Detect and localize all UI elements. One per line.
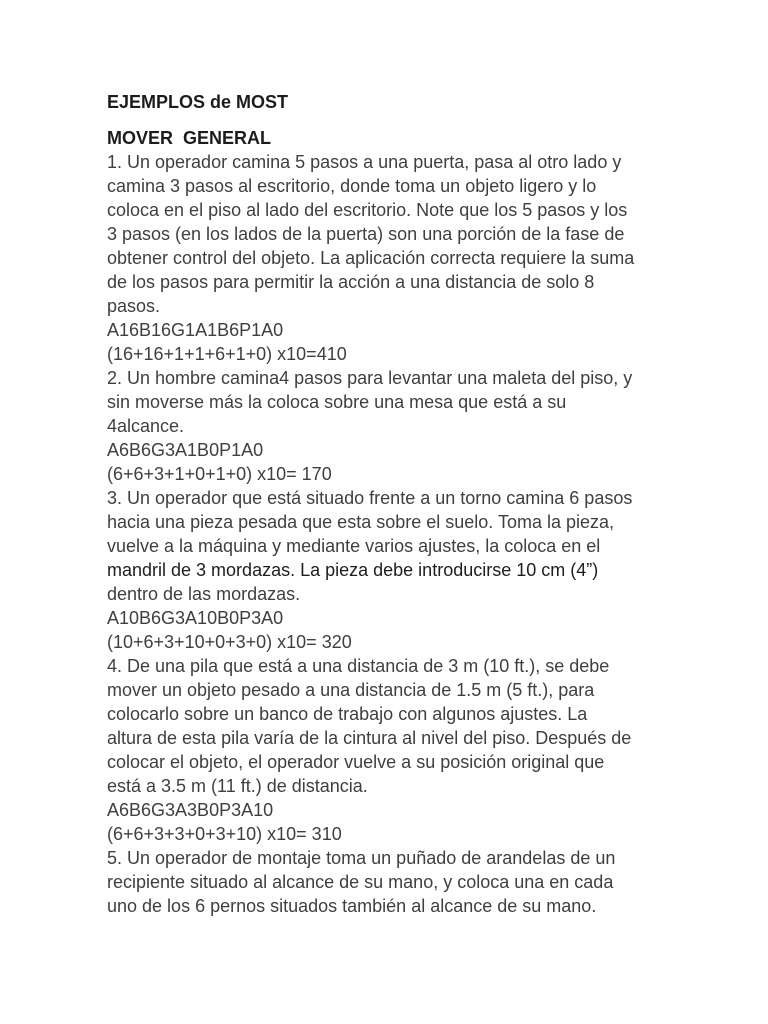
most-calculation: (16+16+1+1+6+1+0) x10=410 (107, 344, 347, 364)
document-page (107, 88, 667, 918)
document-title: EJEMPLOS de MOST (107, 92, 289, 112)
text-line: 3. Un operador que está situado frente a un torno camina 6 pasos (107, 488, 633, 508)
text-line: 3 pasos (en los lados de la puerta) son una porción de la fase de (107, 224, 625, 244)
text-line: 4. De una pila que está a una distancia de 3 m (10 ft.), se debe (107, 656, 610, 676)
text-line: uno de los 6 pernos situados también al alcance de su mano. (107, 896, 597, 916)
text-line: de los pasos para permitir la acción a una distancia de solo 8 (107, 272, 595, 292)
most-sequence: A10B6G3A10B0P3A0 (107, 608, 284, 628)
text-line: recipiente situado al alcance de su mano, y coloca una en cada (107, 872, 614, 892)
text-line: camina 3 pasos al escritorio, donde toma un objeto ligero y lo (107, 176, 597, 196)
most-calculation: (6+6+3+1+0+1+0) x10= 170 (107, 464, 332, 484)
text-line: colocarlo sobre un banco de trabajo con algunos ajustes. La (107, 704, 588, 724)
text-line: mandril de 3 mordazas. La pieza debe introducirse 10 cm (4”) (107, 560, 599, 580)
text-line: altura de esta pila varía de la cintura al nivel del piso. Después de (107, 728, 632, 748)
text-line: sin moverse más la coloca sobre una mesa que está a su (107, 392, 567, 412)
text-line: coloca en el piso al lado del escritorio. Note que los 5 pasos y los (107, 200, 628, 220)
section-title: MOVER GENERAL (107, 128, 272, 148)
most-sequence: A16B16G1A1B6P1A0 (107, 320, 284, 340)
text-line: 1. Un operador camina 5 pasos a una puerta, pasa al otro lado y (107, 152, 622, 172)
text-line: colocar el objeto, el operador vuelve a su posición original que (107, 752, 605, 772)
most-calculation: (6+6+3+3+0+3+10) x10= 310 (107, 824, 342, 844)
text-line: 4alcance. (107, 416, 185, 436)
most-sequence: A6B6G3A3B0P3A10 (107, 800, 274, 820)
text-line: 5. Un operador de montaje toma un puñado de arandelas de un (107, 848, 616, 868)
most-sequence: A6B6G3A1B0P1A0 (107, 440, 264, 460)
text-line: hacia una pieza pesada que esta sobre el suelo. Toma la pieza, (107, 512, 615, 532)
text-line: dentro de las mordazas. (107, 584, 301, 604)
text-line: obtener control del objeto. La aplicación correcta requiere la suma (107, 248, 635, 268)
text-line: está a 3.5 m (11 ft.) de distancia. (107, 776, 368, 796)
text-line: 2. Un hombre camina4 pasos para levantar una maleta del piso, y (107, 368, 633, 388)
text-line: pasos. (107, 296, 161, 316)
document-body (107, 150, 667, 918)
text-line: vuelve a la máquina y mediante varios ajustes, la coloca en el (107, 536, 601, 556)
most-calculation: (10+6+3+10+0+3+0) x10= 320 (107, 632, 352, 652)
text-line: mover un objeto pesado a una distancia de 1.5 m (5 ft.), para (107, 680, 595, 700)
